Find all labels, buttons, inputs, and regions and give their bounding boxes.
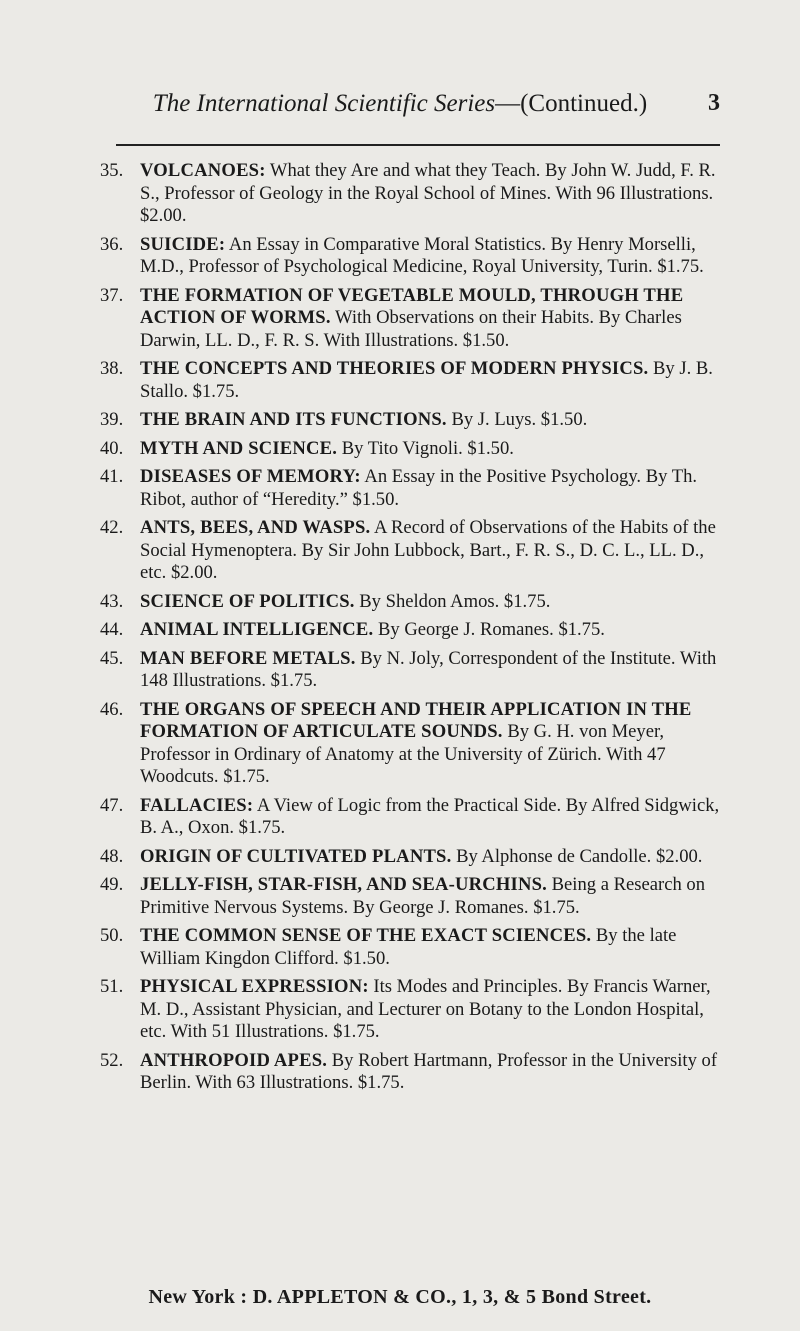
entry-number: 45. bbox=[100, 647, 124, 669]
entry-number: 47. bbox=[100, 794, 124, 816]
catalog-entry bbox=[100, 647, 730, 693]
entry-description: By Robert Hartmann, Professor in the University of Berlin. With 63 Illustrations. $1.75. bbox=[140, 1049, 718, 1093]
catalog-entry bbox=[100, 437, 730, 461]
catalog-entry bbox=[100, 466, 730, 511]
entry-number: 44. bbox=[100, 619, 124, 640]
entry-description: A Record of Observations of the Habits of the Social Hymenoptera. By Sir John Lubbock, Bart., F. R. S., D. C. L., LL. D., etc. $2.00. bbox=[140, 517, 716, 583]
catalog-entry bbox=[100, 590, 730, 614]
entry-description: By J. B. Stallo. $1.75. bbox=[140, 358, 713, 402]
entry-title: ANTS, BEES, AND WASPS. bbox=[140, 517, 371, 538]
entry-description: By the late William Kingdon Clifford. $1.50. bbox=[140, 925, 677, 969]
entry-title: THE FORMATION OF VEGETABLE MOULD, THROUGH THE ACTION OF WORMS. bbox=[140, 284, 684, 328]
entry-title: THE ORGANS OF SPEECH AND THEIR APPLICATION IN THE FORMATION OF ARTICULATE SOUNDS. bbox=[140, 698, 692, 742]
catalog-entry bbox=[100, 976, 730, 1044]
entry-description: An Essay in Comparative Moral Statistics. By Henry Morselli, M.D., Professor of Psychological Medicine, Royal University, Turin. $1.75. bbox=[140, 233, 704, 277]
entry-number: 39. bbox=[100, 409, 124, 430]
catalog-entry bbox=[100, 284, 730, 353]
catalog-entry bbox=[100, 233, 730, 279]
entry-number: 52. bbox=[100, 1049, 124, 1071]
entry-title: SUICIDE: bbox=[140, 233, 226, 255]
catalog-entry bbox=[100, 845, 730, 869]
entry-description: Its Modes and Principles. By Francis Warner, M. D., Assistant Physician, and Lecturer on Botany to the London Hospital, etc. With 51 Illustrations. $1.75. bbox=[140, 976, 711, 1042]
entry-number: 43. bbox=[100, 590, 124, 612]
entry-description: By N. Joly, Correspondent of the Institute. With 148 Illustrations. $1.75. bbox=[140, 647, 717, 691]
catalog-entry bbox=[100, 358, 730, 403]
entry-description: By Alphonse de Candolle. $2.00. bbox=[456, 845, 703, 867]
entry-title: THE CONCEPTS AND THEORIES OF MODERN PHYSICS. bbox=[140, 358, 649, 379]
entry-number: 49. bbox=[100, 874, 124, 895]
entry-title: SCIENCE OF POLITICS. bbox=[140, 590, 355, 612]
entry-number: 42. bbox=[100, 517, 124, 538]
entry-description: An Essay in the Positive Psychology. By Th. Ribot, author of “Heredity.” $1.50. bbox=[140, 466, 698, 510]
entry-title: THE BRAIN AND ITS FUNCTIONS. bbox=[140, 409, 447, 430]
page-header bbox=[0, 90, 800, 140]
series-title bbox=[0, 90, 800, 118]
entry-list bbox=[0, 160, 800, 1095]
entry-title: MAN BEFORE METALS. bbox=[140, 647, 356, 669]
entry-number: 48. bbox=[100, 845, 124, 867]
entry-description: By Sheldon Amos. $1.75. bbox=[359, 590, 551, 612]
entry-number: 37. bbox=[100, 284, 124, 306]
entry-description: By G. H. von Meyer, Professor in Ordinary of Anatomy at the University of Zürich. With 47 Woodcuts. $1.75. bbox=[140, 721, 666, 787]
series-title-text: The International Scientific Series bbox=[152, 90, 496, 117]
entry-number: 40. bbox=[100, 437, 124, 459]
catalog-entry bbox=[100, 925, 730, 970]
publisher-imprint: New York : D. APPLETON & CO., 1, 3, & 5 Bond Street. bbox=[148, 1286, 652, 1308]
entry-title: FALLACIES: bbox=[140, 794, 254, 816]
entry-number: 50. bbox=[100, 925, 124, 946]
entry-number: 36. bbox=[100, 233, 124, 255]
entry-number: 35. bbox=[100, 160, 124, 181]
entry-number: 51. bbox=[100, 976, 124, 997]
entry-title: MYTH AND SCIENCE. bbox=[140, 437, 338, 459]
entry-description: By George J. Romanes. $1.75. bbox=[378, 619, 605, 640]
entry-number: 46. bbox=[100, 698, 124, 720]
continued-note: —(Continued.) bbox=[495, 90, 648, 117]
catalog-entry bbox=[100, 619, 730, 642]
entry-title: VOLCANOES: bbox=[140, 160, 266, 181]
header-rule bbox=[116, 144, 720, 146]
entry-description: A View of Logic from the Practical Side. By Alfred Sidgwick, B. A., Oxon. $1.75. bbox=[140, 794, 720, 838]
entry-description: By J. Luys. $1.50. bbox=[451, 409, 588, 430]
entry-title: JELLY-FISH, STAR-FISH, AND SEA-URCHINS. bbox=[140, 874, 547, 895]
catalog-entry bbox=[100, 409, 730, 432]
entry-number: 38. bbox=[100, 358, 124, 379]
entry-title: THE COMMON SENSE OF THE EXACT SCIENCES. bbox=[140, 925, 592, 946]
entry-title: PHYSICAL EXPRESSION: bbox=[140, 976, 369, 997]
catalog-entry bbox=[100, 1049, 730, 1095]
entry-description: By Tito Vignoli. $1.50. bbox=[341, 437, 514, 459]
catalog-entry bbox=[100, 160, 730, 228]
page-number: 3 bbox=[708, 90, 720, 116]
catalog-entry bbox=[100, 794, 730, 840]
entry-description: With Observations on their Habits. By Charles Darwin, LL. D., F. R. S. With Illustrations. $1.50. bbox=[140, 307, 682, 351]
entry-number: 41. bbox=[100, 466, 124, 487]
catalog-entry bbox=[100, 874, 730, 919]
entry-title: ORIGIN OF CULTIVATED PLANTS. bbox=[140, 845, 452, 867]
entry-description: What they Are and what they Teach. By John W. Judd, F. R. S., Professor of Geology in the Royal School of Mines. With 96 Illustrations. $2.00. bbox=[140, 160, 716, 226]
entry-description: Being a Research on Primitive Nervous Systems. By George J. Romanes. $1.75. bbox=[140, 874, 705, 918]
entry-title: DISEASES OF MEMORY: bbox=[140, 466, 361, 487]
entry-title: ANTHROPOID APES. bbox=[140, 1049, 328, 1071]
catalog-entry bbox=[100, 698, 730, 789]
entry-title: ANIMAL INTELLIGENCE. bbox=[140, 619, 374, 640]
catalog-entry bbox=[100, 517, 730, 585]
